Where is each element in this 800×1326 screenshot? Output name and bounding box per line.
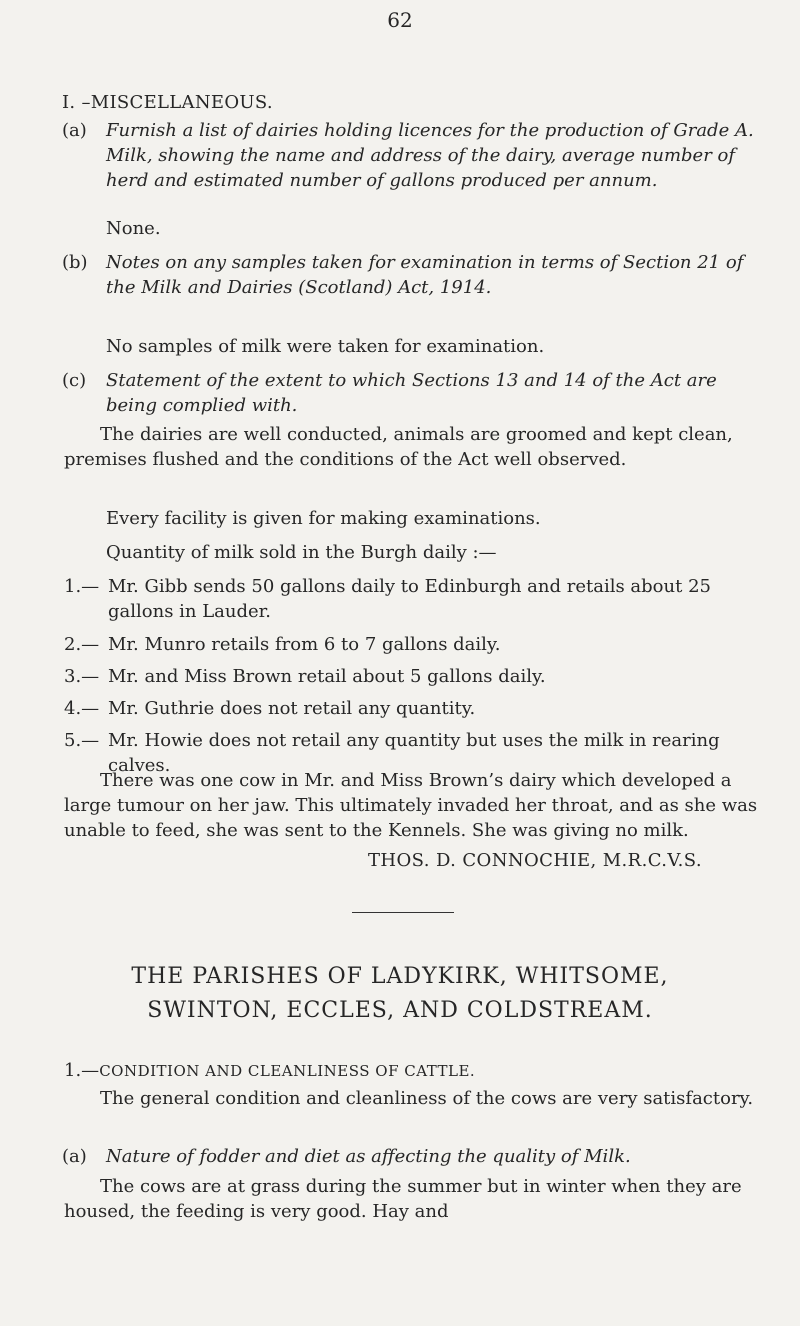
page-number: 62 [387,8,413,32]
list-item-text: Mr. Howie does not retail any quantity but uses the milk in rearing calves. [108,730,720,776]
list-item-number: 4.— [64,698,100,719]
cattle-heading [64,1058,475,1084]
cattle-heading-number: 1.— [64,1060,100,1081]
list-item-text: Mr. Guthrie does not retail any quantity. [108,698,476,719]
item-b-answer: No samples of milk were taken for examination. [106,336,545,357]
list-item-number: 5.— [64,730,100,751]
item-a [62,118,762,193]
item-b [62,250,762,300]
list-item-text: Mr. and Miss Brown retail about 5 gallons daily. [108,666,546,687]
signature: THOS. D. CONNOCHIE, M.R.C.V.S. [367,850,702,871]
item-a-label: (a) [62,120,87,141]
paragraph-cow: There was one cow in Mr. and Miss Brown’s dairy which developed a large tumour on her jaw. This ultimately invaded her throat, and as she was unable to feed, she was sent to the Kennels. She was giving no milk. [64,770,758,841]
divider-rule [352,912,454,913]
cattle-text: The general condition and cleanliness of the cows are very satisfactory. [100,1088,754,1109]
list-item-number: 3.— [64,666,100,687]
list-item [64,664,764,689]
parishes-title-line1: THE PARISHES OF LADYKIRK, WHITSOME, [131,964,669,989]
item-c-question: Statement of the extent to which Sections 13 and 14 of the Act are being complied with. [106,370,717,416]
section-heading: I. –MISCELLANEOUS. [62,92,273,113]
item-fodder-question: Nature of fodder and diet as affecting the quality of Milk. [106,1146,631,1167]
cattle-heading-text: CONDITION AND CLEANLINESS OF CATTLE. [99,1062,476,1080]
paragraph-quantity: Quantity of milk sold in the Burgh daily :— [106,542,497,563]
list-item-text: Mr. Gibb sends 50 gallons daily to Edinburgh and retails about 25 gallons in Lauder. [108,576,711,622]
list-item [64,696,764,721]
item-c-label: (c) [62,370,87,391]
paragraph-facility: Every facility is given for making examinations. [106,508,541,529]
fodder-text: The cows are at grass during the summer but in winter when they are housed, the feeding is very good. Hay and [64,1176,742,1222]
item-a-answer: None. [106,218,161,239]
list-item-number: 2.— [64,634,100,655]
list-item [64,574,764,624]
item-c [62,368,762,418]
list-item-number: 1.— [64,576,100,597]
item-b-question: Notes on any samples taken for examination in terms of Section 21 of the Milk and Dairies (Scotland) Act, 1914. [106,252,744,298]
item-fodder-label: (a) [62,1146,87,1167]
item-b-label: (b) [62,252,88,273]
item-fodder [62,1144,762,1169]
paragraph-dairies: The dairies are well conducted, animals are groomed and kept clean, premises flushed and the conditions of the Act well observed. [64,424,733,470]
item-a-question: Furnish a list of dairies holding licences for the production of Grade A. Milk, showing the name and address of the dairy, average number of herd and estimated number of gallons produced per annum. [106,120,754,191]
list-item-text: Mr. Munro retails from 6 to 7 gallons daily. [108,634,501,655]
parishes-title [0,960,800,1028]
parishes-title-line2: SWINTON, ECCLES, AND COLDSTREAM. [147,998,653,1023]
list-item [64,632,764,657]
